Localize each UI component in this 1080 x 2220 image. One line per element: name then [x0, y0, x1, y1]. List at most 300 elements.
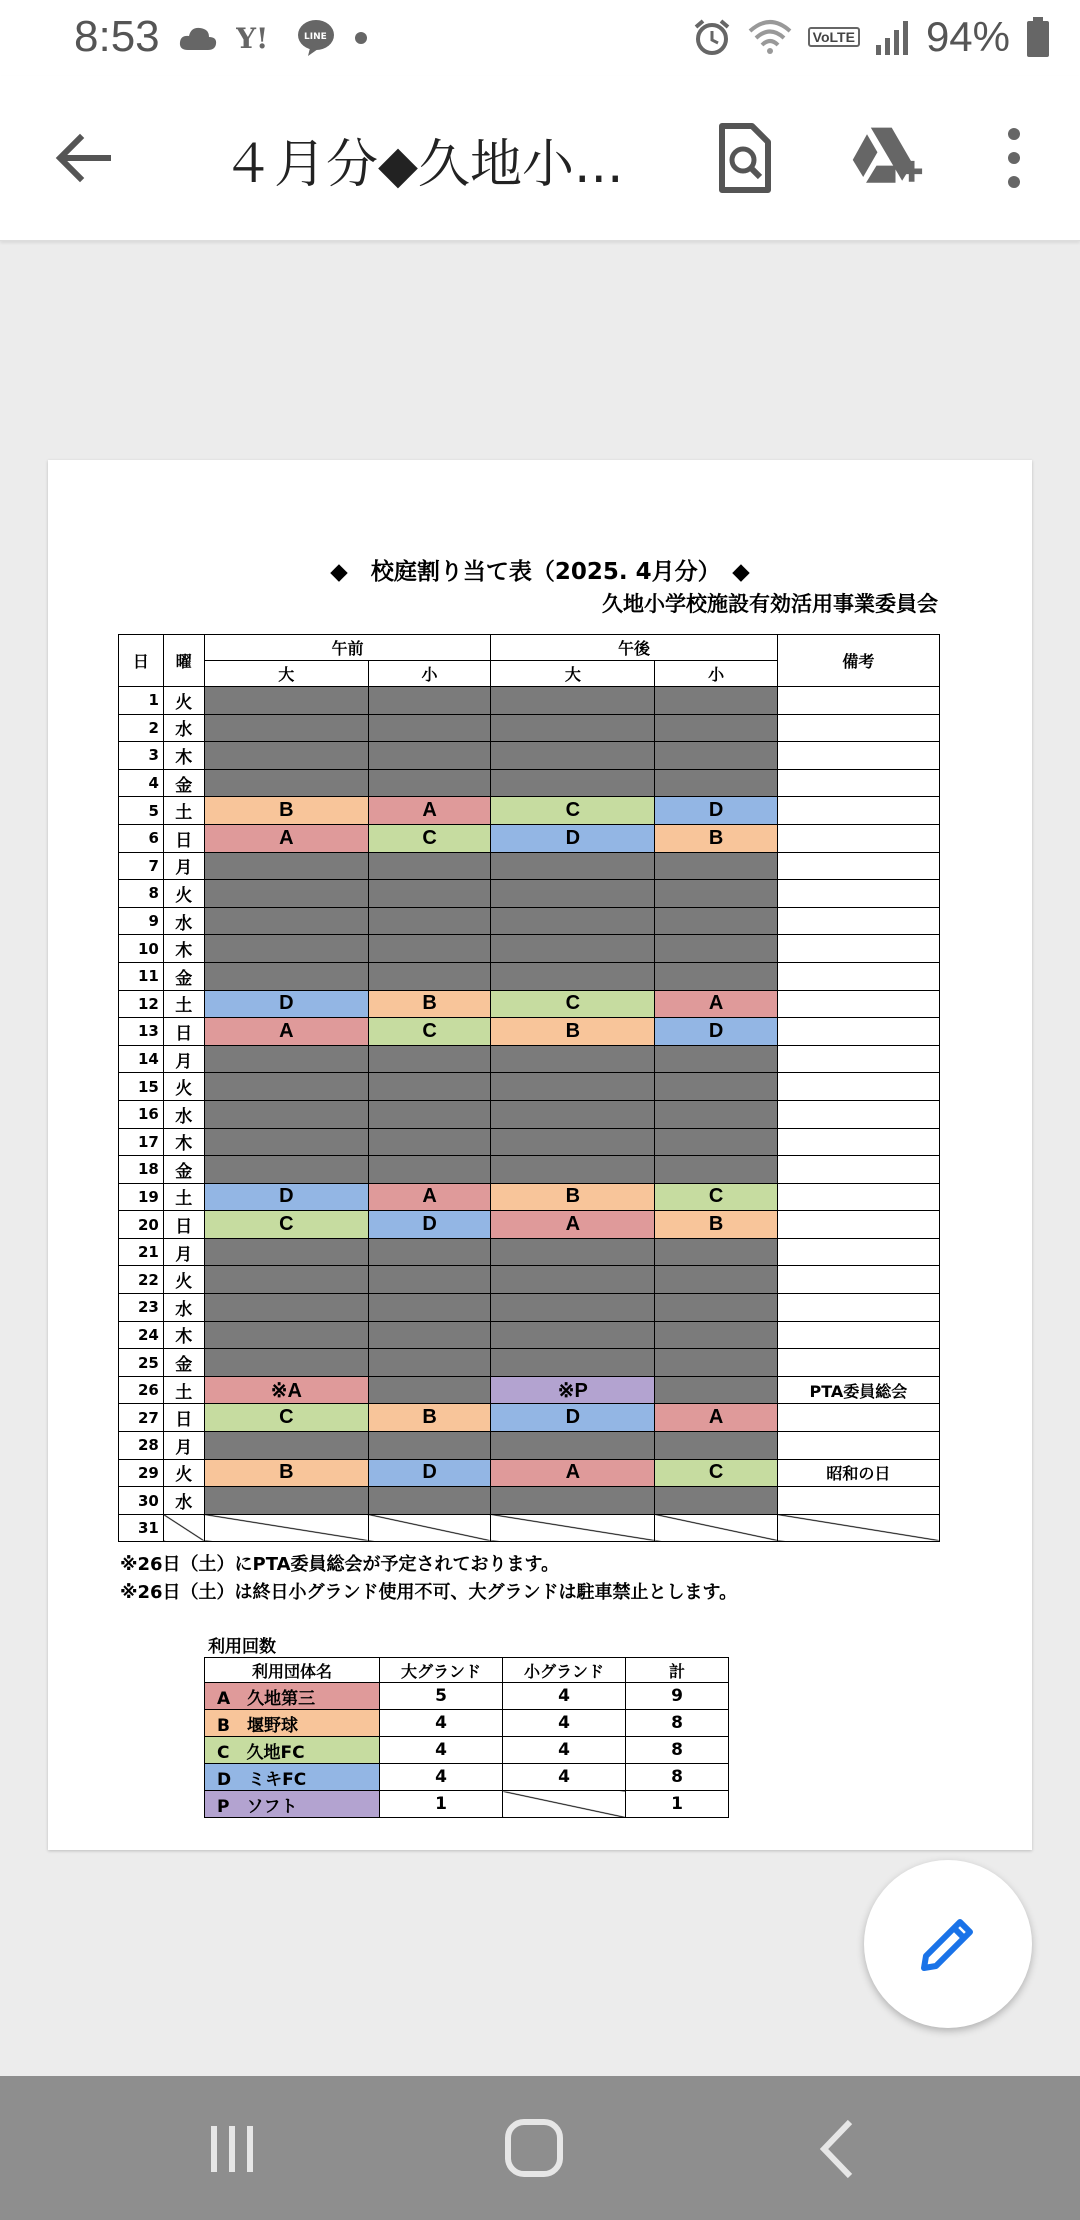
slot-pm-large [491, 880, 655, 908]
slot-pm-large: D [491, 824, 655, 852]
status-left-icons [178, 16, 368, 60]
slot-am-large: D [204, 990, 368, 1018]
slot-am-large: B [204, 797, 368, 825]
app-bar [0, 76, 1080, 241]
back-arrow-icon[interactable] [48, 122, 120, 194]
slot-am-small [368, 1073, 490, 1101]
schedule-row [119, 1238, 940, 1266]
slot-pm-large [491, 687, 655, 715]
schedule-row [119, 880, 940, 908]
slot-am-small [368, 1045, 490, 1073]
weekday: 木 [163, 1321, 204, 1349]
slot-pm-small [655, 1128, 777, 1156]
day-number: 7 [119, 852, 164, 880]
slot-am-large: A [204, 1018, 368, 1046]
slot-am-large [204, 1349, 368, 1377]
slot-am-small [368, 1128, 490, 1156]
slot-am-small: D [368, 1459, 490, 1487]
weekday: 日 [163, 1404, 204, 1432]
slot-pm-large [491, 935, 655, 963]
battery-percent: 94% [925, 13, 1010, 60]
count-total: 9 [626, 1683, 729, 1710]
schedule-row [119, 1073, 940, 1101]
line-icon [296, 18, 336, 58]
weekday: 水 [163, 1487, 204, 1515]
group-name: D ミキFC [205, 1764, 380, 1791]
note-cell [777, 1128, 939, 1156]
slot-pm-small [655, 1045, 777, 1073]
slot-pm-large: B [491, 1018, 655, 1046]
edit-pencil-icon [916, 1912, 980, 1976]
slot-am-large [204, 1156, 368, 1184]
schedule-row [119, 907, 940, 935]
schedule-row [119, 1321, 940, 1349]
weekday: 火 [163, 1073, 204, 1101]
day-number: 17 [119, 1128, 164, 1156]
footnote: ※26日（土）は終日小グランド使用不可、大グランドは駐車禁止とします。 [120, 1582, 738, 1603]
schedule-row [119, 769, 940, 797]
recent-apps-icon[interactable] [192, 2114, 272, 2184]
weekday: 金 [163, 1156, 204, 1184]
slot-am-small: D [368, 1211, 490, 1239]
day-number: 3 [119, 742, 164, 770]
weekday: 水 [163, 1294, 204, 1322]
schedule-row [119, 1349, 940, 1377]
day-number: 28 [119, 1432, 164, 1460]
weekday: 水 [163, 1100, 204, 1128]
slot-pm-small [655, 1073, 777, 1101]
count-row [205, 1683, 729, 1710]
slot-pm-small [655, 907, 777, 935]
status-time: 8:53 [74, 12, 160, 61]
schedule-row [119, 1487, 940, 1515]
slot-am-small [368, 880, 490, 908]
back-icon[interactable] [798, 2114, 878, 2184]
slot-pm-large [491, 1294, 655, 1322]
slot-am-small [368, 962, 490, 990]
slot-pm-large [491, 1432, 655, 1460]
weekday: 土 [163, 990, 204, 1018]
weekday: 火 [163, 687, 204, 715]
slot-am-small [368, 1432, 490, 1460]
weekday: 火 [163, 1459, 204, 1487]
note-cell [777, 1321, 939, 1349]
slot-am-small [368, 852, 490, 880]
day-number: 2 [119, 714, 164, 742]
schedule-row [119, 1100, 940, 1128]
count-large: 1 [380, 1791, 503, 1818]
slot-pm-large: ※P [491, 1376, 655, 1404]
slot-am-small [368, 1266, 490, 1294]
slot-am-large: B [204, 1459, 368, 1487]
count-total: 8 [626, 1737, 729, 1764]
usage-count-body [205, 1683, 729, 1818]
slot-am-small: B [368, 990, 490, 1018]
slot-am-large: A [204, 824, 368, 852]
slot-am-small [368, 1514, 490, 1542]
slot-am-large [204, 1045, 368, 1073]
slot-pm-small: A [655, 1404, 777, 1432]
weekday: 月 [163, 852, 204, 880]
note-cell [777, 962, 939, 990]
slot-am-small [368, 1156, 490, 1184]
count-total: 8 [626, 1710, 729, 1737]
footnote: ※26日（土）にPTA委員総会が予定されております。 [120, 1554, 560, 1575]
count-row [205, 1791, 729, 1818]
schedule-row [119, 962, 940, 990]
weekday: 土 [163, 1183, 204, 1211]
day-number: 25 [119, 1349, 164, 1377]
weekday: 火 [163, 1266, 204, 1294]
header-weekday: 曜 [163, 635, 204, 687]
slot-pm-large: D [491, 1404, 655, 1432]
slot-am-large [204, 1266, 368, 1294]
note-cell [777, 907, 939, 935]
schedule-row [119, 1266, 940, 1294]
day-number: 13 [119, 1018, 164, 1046]
day-number: 4 [119, 769, 164, 797]
slot-pm-large [491, 769, 655, 797]
count-total: 8 [626, 1764, 729, 1791]
wifi-icon [748, 19, 792, 55]
day-number: 23 [119, 1294, 164, 1322]
schedule-row [119, 1128, 940, 1156]
day-number: 24 [119, 1321, 164, 1349]
home-icon[interactable] [494, 2114, 574, 2184]
signal-icon [876, 19, 910, 55]
weekday [163, 1514, 204, 1542]
slot-pm-large [491, 742, 655, 770]
schedule-row [119, 1432, 940, 1460]
slot-am-small [368, 1376, 490, 1404]
slot-am-small [368, 935, 490, 963]
note-cell [777, 714, 939, 742]
note-cell [777, 1045, 939, 1073]
note-cell [777, 1156, 939, 1184]
slot-am-large [204, 1294, 368, 1322]
note-cell [777, 1349, 939, 1377]
weekday: 土 [163, 1376, 204, 1404]
schedule-row [119, 687, 940, 715]
slot-am-large [204, 1073, 368, 1101]
schedule-row [119, 1183, 940, 1211]
slot-pm-large [491, 962, 655, 990]
header-am-small: 小 [368, 661, 490, 687]
schedule-row [119, 1514, 940, 1542]
slot-pm-small [655, 1266, 777, 1294]
count-small: 4 [503, 1764, 626, 1791]
slot-pm-small [655, 1294, 777, 1322]
slot-am-large [204, 907, 368, 935]
day-number: 9 [119, 907, 164, 935]
group-name: A 久地第三 [205, 1683, 380, 1710]
weekday: 金 [163, 769, 204, 797]
weekday: 水 [163, 907, 204, 935]
slot-pm-large [491, 1128, 655, 1156]
svg-text:Y!: Y! [236, 22, 269, 54]
slot-pm-small [655, 1156, 777, 1184]
schedule-row [119, 852, 940, 880]
slot-am-small [368, 687, 490, 715]
schedule-row [119, 714, 940, 742]
weekday: 水 [163, 714, 204, 742]
slot-pm-small [655, 742, 777, 770]
status-bar [0, 0, 1080, 76]
group-name: B 堰野球 [205, 1710, 380, 1737]
count-large: 4 [380, 1764, 503, 1791]
header-day: 日 [119, 635, 164, 687]
day-number: 31 [119, 1514, 164, 1542]
drive-add-icon[interactable] [848, 120, 924, 196]
day-number: 21 [119, 1238, 164, 1266]
weekday: 月 [163, 1045, 204, 1073]
group-name: C 久地FC [205, 1737, 380, 1764]
day-number: 27 [119, 1404, 164, 1432]
note-cell [777, 852, 939, 880]
slot-am-small [368, 1487, 490, 1515]
slot-pm-large [491, 852, 655, 880]
day-number: 12 [119, 990, 164, 1018]
day-number: 18 [119, 1156, 164, 1184]
weekday: 月 [163, 1238, 204, 1266]
slot-am-small: B [368, 1404, 490, 1432]
note-cell [777, 769, 939, 797]
slot-am-small: A [368, 797, 490, 825]
note-cell [777, 1487, 939, 1515]
slot-am-large [204, 1238, 368, 1266]
slot-am-large [204, 1321, 368, 1349]
note-cell [777, 797, 939, 825]
slot-pm-small: D [655, 1018, 777, 1046]
day-number: 5 [119, 797, 164, 825]
yahoo-icon [236, 22, 278, 54]
weekday: 日 [163, 1211, 204, 1239]
system-nav-bar [0, 2076, 1080, 2220]
volte-icon: VoLTE [808, 27, 860, 47]
slot-am-large [204, 687, 368, 715]
weekday: 日 [163, 1018, 204, 1046]
slot-pm-small [655, 714, 777, 742]
count-small [503, 1791, 626, 1818]
slot-pm-large [491, 1045, 655, 1073]
count-large: 4 [380, 1710, 503, 1737]
status-right-icons [692, 12, 1050, 62]
day-number: 15 [119, 1073, 164, 1101]
slot-pm-small [655, 1487, 777, 1515]
slot-pm-small [655, 1376, 777, 1404]
slot-am-small [368, 769, 490, 797]
schedule-row [119, 1211, 940, 1239]
slot-am-large [204, 742, 368, 770]
weekday: 日 [163, 824, 204, 852]
more-vert-icon[interactable] [984, 120, 1044, 196]
schedule-row [119, 1404, 940, 1432]
note-cell [777, 1432, 939, 1460]
slot-pm-small [655, 769, 777, 797]
schedule-row [119, 797, 940, 825]
slot-pm-large [491, 1514, 655, 1542]
header-afternoon: 午後 [491, 635, 778, 661]
slot-pm-large [491, 1100, 655, 1128]
slot-am-large [204, 880, 368, 908]
day-number: 29 [119, 1459, 164, 1487]
weekday: 木 [163, 1128, 204, 1156]
day-number: 11 [119, 962, 164, 990]
count-header-small: 小グランド [503, 1658, 626, 1683]
count-row [205, 1764, 729, 1791]
count-header-group: 利用団体名 [205, 1658, 380, 1683]
slot-am-small [368, 1294, 490, 1322]
slot-am-large [204, 714, 368, 742]
slot-pm-large [491, 1349, 655, 1377]
weekday: 木 [163, 742, 204, 770]
footnotes [120, 1551, 737, 1607]
count-header-total: 計 [626, 1658, 729, 1683]
count-small: 4 [503, 1737, 626, 1764]
note-cell [777, 1294, 939, 1322]
pdf-page[interactable] [48, 460, 1032, 1850]
count-small: 4 [503, 1683, 626, 1710]
slot-am-large: ※A [204, 1376, 368, 1404]
group-name: P ソフト [205, 1791, 380, 1818]
day-number: 6 [119, 824, 164, 852]
weekday: 木 [163, 935, 204, 963]
day-number: 26 [119, 1376, 164, 1404]
slot-pm-small [655, 1514, 777, 1542]
day-number: 20 [119, 1211, 164, 1239]
note-cell [777, 742, 939, 770]
count-large: 4 [380, 1737, 503, 1764]
slot-pm-large [491, 1321, 655, 1349]
slot-pm-large: A [491, 1459, 655, 1487]
header-pm-small: 小 [655, 661, 777, 687]
slot-am-large [204, 962, 368, 990]
note-cell [777, 1211, 939, 1239]
count-header-large: 大グランド [380, 1658, 503, 1683]
edit-button[interactable] [864, 1860, 1032, 2028]
slot-am-large [204, 1100, 368, 1128]
cloud-icon [178, 24, 218, 52]
document-search-icon[interactable] [706, 120, 782, 196]
usage-count-table [204, 1657, 729, 1818]
slot-am-small [368, 1321, 490, 1349]
schedule-row [119, 742, 940, 770]
slot-am-small [368, 907, 490, 935]
slot-pm-large [491, 907, 655, 935]
note-cell [777, 687, 939, 715]
note-cell [777, 1183, 939, 1211]
slot-pm-large [491, 714, 655, 742]
slot-pm-small: B [655, 1211, 777, 1239]
slot-pm-small [655, 1238, 777, 1266]
slot-pm-large: A [491, 1211, 655, 1239]
weekday: 土 [163, 797, 204, 825]
note-cell [777, 824, 939, 852]
slot-am-small: A [368, 1183, 490, 1211]
note-cell [777, 990, 939, 1018]
slot-pm-small [655, 1349, 777, 1377]
slot-am-large: D [204, 1183, 368, 1211]
day-number: 8 [119, 880, 164, 908]
slot-pm-large [491, 1156, 655, 1184]
schedule-body [119, 687, 940, 1542]
slot-pm-large [491, 1266, 655, 1294]
header-notes: 備考 [777, 635, 939, 687]
schedule-row [119, 1376, 940, 1404]
day-number: 14 [119, 1045, 164, 1073]
schedule-row [119, 1294, 940, 1322]
note-cell [777, 1404, 939, 1432]
note-cell [777, 1018, 939, 1046]
slot-pm-large: B [491, 1183, 655, 1211]
usage-count-label: 利用回数 [208, 1637, 276, 1657]
note-cell [777, 880, 939, 908]
slot-am-large [204, 852, 368, 880]
count-row [205, 1737, 729, 1764]
slot-am-large: C [204, 1211, 368, 1239]
slot-am-small [368, 1349, 490, 1377]
count-row [205, 1710, 729, 1737]
schedule-row [119, 1156, 940, 1184]
header-morning: 午前 [204, 635, 491, 661]
slot-am-large [204, 1432, 368, 1460]
schedule-row [119, 1018, 940, 1046]
note-cell: 昭和の日 [777, 1459, 939, 1487]
battery-icon [1026, 17, 1050, 57]
alarm-icon [692, 17, 732, 57]
slot-pm-small: C [655, 1459, 777, 1487]
header-am-large: 大 [204, 661, 368, 687]
slot-pm-large [491, 1487, 655, 1515]
day-number: 16 [119, 1100, 164, 1128]
slot-am-large [204, 1514, 368, 1542]
slot-am-large [204, 1128, 368, 1156]
dot-icon [354, 31, 368, 45]
slot-pm-small [655, 1432, 777, 1460]
count-total: 1 [626, 1791, 729, 1818]
weekday: 火 [163, 880, 204, 908]
weekday: 金 [163, 962, 204, 990]
count-small: 4 [503, 1710, 626, 1737]
slot-pm-small [655, 687, 777, 715]
slot-am-small [368, 1100, 490, 1128]
slot-pm-large: C [491, 797, 655, 825]
day-number: 19 [119, 1183, 164, 1211]
slot-pm-small: B [655, 824, 777, 852]
slot-pm-small [655, 880, 777, 908]
note-cell [777, 1514, 939, 1542]
day-number: 22 [119, 1266, 164, 1294]
header-pm-large: 大 [491, 661, 655, 687]
day-number: 10 [119, 935, 164, 963]
slot-am-large [204, 1487, 368, 1515]
schedule-row [119, 990, 940, 1018]
schedule-row [119, 824, 940, 852]
schedule-table [118, 634, 940, 1542]
schedule-row [119, 1045, 940, 1073]
slot-am-small [368, 742, 490, 770]
slot-am-large: C [204, 1404, 368, 1432]
count-large: 5 [380, 1683, 503, 1710]
committee-name: 久地小学校施設有効活用事業委員会 [602, 592, 938, 616]
slot-am-large [204, 935, 368, 963]
slot-am-small: C [368, 824, 490, 852]
day-number: 1 [119, 687, 164, 715]
slot-pm-small: C [655, 1183, 777, 1211]
note-cell [777, 1238, 939, 1266]
schedule-row [119, 935, 940, 963]
slot-pm-small [655, 962, 777, 990]
